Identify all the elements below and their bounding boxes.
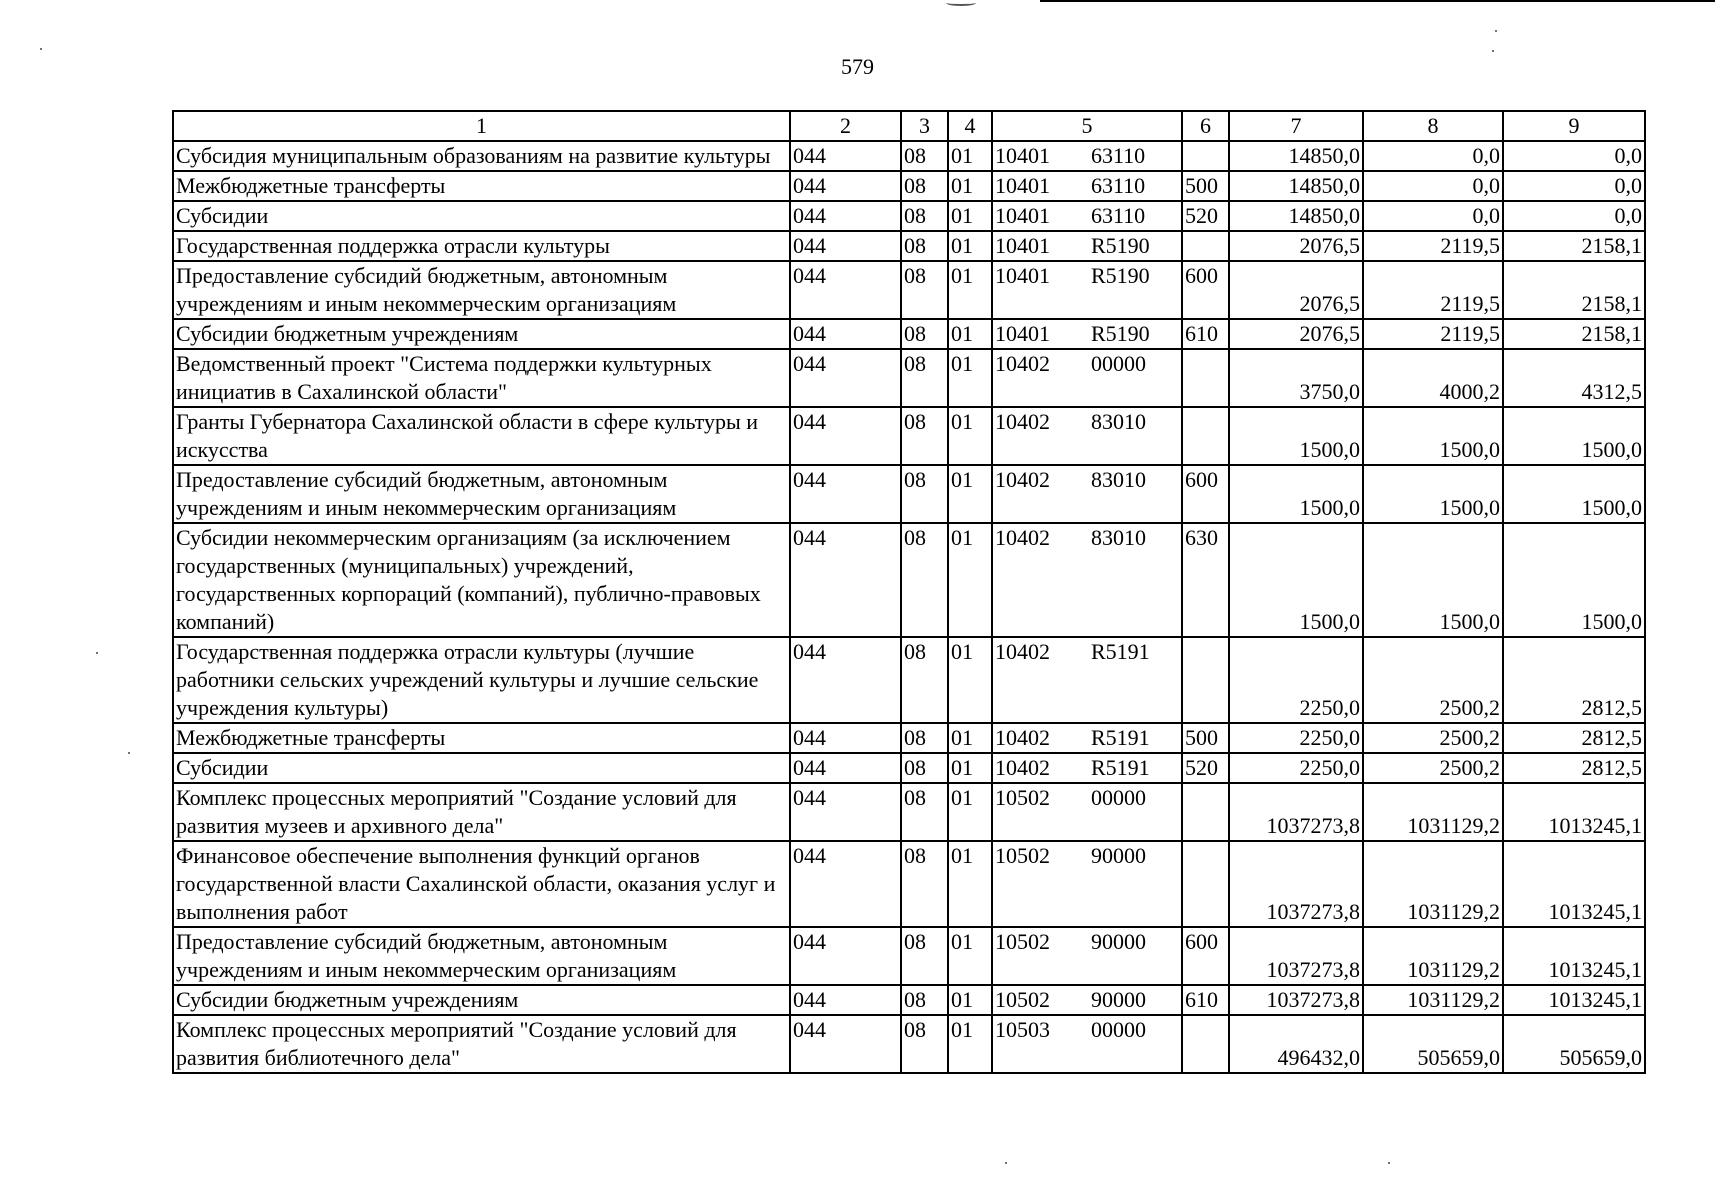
target-article-program: 10502: [995, 929, 1050, 954]
target-article-cell: [992, 465, 1182, 523]
table-row: [173, 753, 1645, 783]
target-article-program: 10401: [995, 203, 1050, 228]
amount-year1-cell: 14850,0: [1229, 171, 1363, 201]
target-article-cell: [992, 407, 1182, 465]
table-row: [173, 723, 1645, 753]
amount-year2-cell: 2500,2: [1363, 637, 1503, 723]
page-number: 579: [841, 54, 874, 79]
subsection-code-cell: 01: [948, 141, 992, 171]
expense-type-cell: [1182, 231, 1229, 261]
column-header: 5: [992, 111, 1182, 141]
grbs-code-cell: 044: [790, 231, 901, 261]
section-code-cell: 08: [901, 523, 948, 637]
amount-year1-cell: 1500,0: [1229, 407, 1363, 465]
amount-year2-cell: 1031129,2: [1363, 783, 1503, 841]
grbs-code-cell: 044: [790, 201, 901, 231]
table-row: [173, 141, 1645, 171]
target-article-program: 10502: [995, 987, 1050, 1012]
grbs-code-cell: 044: [790, 927, 901, 985]
table-row: [173, 465, 1645, 523]
section-code-cell: 08: [901, 201, 948, 231]
amount-year3-cell: 1013245,1: [1503, 841, 1645, 927]
amount-year3-cell: 2812,5: [1503, 723, 1645, 753]
target-article-direction: R5190: [1091, 233, 1150, 258]
section-code-cell: 08: [901, 753, 948, 783]
grbs-code-cell: 044: [790, 261, 901, 319]
amount-year1-cell: 1500,0: [1229, 465, 1363, 523]
amount-year3-cell: 1500,0: [1503, 465, 1645, 523]
expense-type-cell: 610: [1182, 319, 1229, 349]
table-row: [173, 231, 1645, 261]
row-name-cell: Государственная поддержка отрасли культуры: [173, 231, 790, 261]
grbs-code-cell: 044: [790, 407, 901, 465]
table-row: [173, 261, 1645, 319]
amount-year2-cell: 2119,5: [1363, 231, 1503, 261]
row-name-cell: Комплекс процессных мероприятий "Создание условий для развития музеев и архивного дела": [173, 783, 790, 841]
section-code-cell: 08: [901, 841, 948, 927]
amount-year2-cell: 1031129,2: [1363, 841, 1503, 927]
amount-year2-cell: 2119,5: [1363, 319, 1503, 349]
subsection-code-cell: 01: [948, 985, 992, 1015]
amount-year3-cell: 1013245,1: [1503, 985, 1645, 1015]
target-article-program: 10402: [995, 755, 1050, 780]
expense-type-cell: [1182, 783, 1229, 841]
scan-speck: [96, 652, 98, 654]
subsection-code-cell: 01: [948, 753, 992, 783]
subsection-code-cell: 01: [948, 319, 992, 349]
table-row: [173, 841, 1645, 927]
subsection-code-cell: 01: [948, 201, 992, 231]
scan-speck: [1495, 30, 1497, 32]
target-article-direction: R5191: [1091, 639, 1150, 664]
expense-type-cell: 600: [1182, 465, 1229, 523]
expense-type-cell: 610: [1182, 985, 1229, 1015]
amount-year2-cell: 2500,2: [1363, 753, 1503, 783]
target-article-program: 10401: [995, 321, 1050, 346]
column-header: 7: [1229, 111, 1363, 141]
target-article-direction: 63110: [1091, 203, 1146, 228]
section-code-cell: 08: [901, 171, 948, 201]
table-row: [173, 927, 1645, 985]
target-article-direction: 83010: [1091, 409, 1146, 434]
section-code-cell: 08: [901, 231, 948, 261]
amount-year1-cell: 2250,0: [1229, 723, 1363, 753]
target-article-cell: [992, 523, 1182, 637]
amount-year2-cell: 1500,0: [1363, 465, 1503, 523]
scan-speck: [1388, 1162, 1390, 1164]
amount-year1-cell: 496432,0: [1229, 1015, 1363, 1073]
expense-type-cell: [1182, 1015, 1229, 1073]
section-code-cell: 08: [901, 1015, 948, 1073]
target-article-direction: R5191: [1091, 725, 1150, 750]
subsection-code-cell: 01: [948, 349, 992, 407]
target-article-direction: 90000: [1091, 929, 1146, 954]
target-article-direction: 00000: [1091, 785, 1146, 810]
amount-year3-cell: 2158,1: [1503, 319, 1645, 349]
row-name-cell: Финансовое обеспечение выполнения функций органов государственной власти Сахалинской области, оказания услуг и выполнения работ: [173, 841, 790, 927]
target-article-program: 10401: [995, 233, 1050, 258]
column-header: 6: [1182, 111, 1229, 141]
scan-binding-mark: [946, 0, 976, 6]
grbs-code-cell: 044: [790, 783, 901, 841]
subsection-code-cell: 01: [948, 783, 992, 841]
target-article-program: 10402: [995, 525, 1050, 550]
amount-year1-cell: 1037273,8: [1229, 841, 1363, 927]
row-name-cell: Гранты Губернатора Сахалинской области в сфере культуры и искусства: [173, 407, 790, 465]
budget-table: [172, 110, 1646, 1074]
subsection-code-cell: 01: [948, 637, 992, 723]
grbs-code-cell: 044: [790, 723, 901, 753]
subsection-code-cell: 01: [948, 523, 992, 637]
amount-year3-cell: 0,0: [1503, 201, 1645, 231]
section-code-cell: 08: [901, 465, 948, 523]
section-code-cell: 08: [901, 723, 948, 753]
amount-year2-cell: 1031129,2: [1363, 927, 1503, 985]
target-article-cell: [992, 261, 1182, 319]
row-name-cell: Субсидия муниципальным образованиям на развитие культуры: [173, 141, 790, 171]
grbs-code-cell: 044: [790, 171, 901, 201]
section-code-cell: 08: [901, 261, 948, 319]
target-article-cell: [992, 171, 1182, 201]
section-code-cell: 08: [901, 407, 948, 465]
target-article-cell: [992, 753, 1182, 783]
amount-year1-cell: 3750,0: [1229, 349, 1363, 407]
grbs-code-cell: 044: [790, 985, 901, 1015]
table-row: [173, 1015, 1645, 1073]
amount-year1-cell: 2250,0: [1229, 637, 1363, 723]
grbs-code-cell: 044: [790, 637, 901, 723]
target-article-cell: [992, 319, 1182, 349]
table-row: [173, 637, 1645, 723]
subsection-code-cell: 01: [948, 465, 992, 523]
subsection-code-cell: 01: [948, 171, 992, 201]
amount-year1-cell: 2250,0: [1229, 753, 1363, 783]
target-article-direction: 63110: [1091, 173, 1146, 198]
target-article-cell: [992, 841, 1182, 927]
section-code-cell: 08: [901, 985, 948, 1015]
column-header: 1: [173, 111, 790, 141]
amount-year3-cell: 0,0: [1503, 141, 1645, 171]
amount-year2-cell: 4000,2: [1363, 349, 1503, 407]
target-article-cell: [992, 141, 1182, 171]
amount-year3-cell: 2812,5: [1503, 637, 1645, 723]
amount-year1-cell: 1037273,8: [1229, 783, 1363, 841]
table-row: [173, 523, 1645, 637]
target-article-program: 10402: [995, 725, 1050, 750]
expense-type-cell: [1182, 407, 1229, 465]
section-code-cell: 08: [901, 783, 948, 841]
target-article-direction: R5190: [1091, 263, 1150, 288]
scan-speck: [1005, 1162, 1007, 1164]
target-article-direction: 83010: [1091, 467, 1146, 492]
amount-year3-cell: 2812,5: [1503, 753, 1645, 783]
target-article-direction: 90000: [1091, 843, 1146, 868]
target-article-program: 10402: [995, 351, 1050, 376]
subsection-code-cell: 01: [948, 1015, 992, 1073]
amount-year3-cell: 1013245,1: [1503, 783, 1645, 841]
expense-type-cell: 600: [1182, 927, 1229, 985]
amount-year3-cell: 1500,0: [1503, 407, 1645, 465]
target-article-direction: 83010: [1091, 525, 1146, 550]
row-name-cell: Субсидии бюджетным учреждениям: [173, 985, 790, 1015]
amount-year1-cell: 14850,0: [1229, 201, 1363, 231]
amount-year1-cell: 2076,5: [1229, 261, 1363, 319]
section-code-cell: 08: [901, 319, 948, 349]
table-row: [173, 319, 1645, 349]
target-article-program: 10402: [995, 639, 1050, 664]
grbs-code-cell: 044: [790, 319, 901, 349]
row-name-cell: Межбюджетные трансферты: [173, 723, 790, 753]
subsection-code-cell: 01: [948, 723, 992, 753]
column-header: 2: [790, 111, 901, 141]
section-code-cell: 08: [901, 349, 948, 407]
grbs-code-cell: 044: [790, 523, 901, 637]
row-name-cell: Субсидии некоммерческим организациям (за исключением государственных (муниципальных) учреждений, государственных корпораций (компаний), публично-правовых компаний): [173, 523, 790, 637]
amount-year2-cell: 505659,0: [1363, 1015, 1503, 1073]
target-article-direction: 00000: [1091, 351, 1146, 376]
amount-year1-cell: 1037273,8: [1229, 927, 1363, 985]
subsection-code-cell: 01: [948, 261, 992, 319]
row-name-cell: Комплекс процессных мероприятий "Создание условий для развития библиотечного дела": [173, 1015, 790, 1073]
subsection-code-cell: 01: [948, 407, 992, 465]
section-code-cell: 08: [901, 927, 948, 985]
row-name-cell: Государственная поддержка отрасли культуры (лучшие работники сельских учреждений культуры и лучшие сельские учреждения культуры): [173, 637, 790, 723]
target-article-program: 10402: [995, 467, 1050, 492]
row-name-cell: Субсидии: [173, 753, 790, 783]
amount-year2-cell: 2500,2: [1363, 723, 1503, 753]
target-article-direction: 63110: [1091, 143, 1146, 168]
target-article-direction: R5190: [1091, 321, 1150, 346]
expense-type-cell: 500: [1182, 171, 1229, 201]
amount-year1-cell: 14850,0: [1229, 141, 1363, 171]
row-name-cell: Предоставление субсидий бюджетным, автономным учреждениям и иным некоммерческим организациям: [173, 927, 790, 985]
target-article-program: 10502: [995, 785, 1050, 810]
target-article-cell: [992, 201, 1182, 231]
target-article-program: 10401: [995, 173, 1050, 198]
subsection-code-cell: 01: [948, 231, 992, 261]
column-header: 4: [948, 111, 992, 141]
amount-year2-cell: 1500,0: [1363, 407, 1503, 465]
amount-year1-cell: 1037273,8: [1229, 985, 1363, 1015]
expense-type-cell: [1182, 637, 1229, 723]
target-article-cell: [992, 349, 1182, 407]
column-header: 8: [1363, 111, 1503, 141]
row-name-cell: Предоставление субсидий бюджетным, автономным учреждениям и иным некоммерческим организациям: [173, 465, 790, 523]
row-name-cell: Ведомственный проект "Система поддержки культурных инициатив в Сахалинской области": [173, 349, 790, 407]
row-name-cell: Субсидии бюджетным учреждениям: [173, 319, 790, 349]
section-code-cell: 08: [901, 141, 948, 171]
row-name-cell: Межбюджетные трансферты: [173, 171, 790, 201]
expense-type-cell: 600: [1182, 261, 1229, 319]
scan-speck: [40, 48, 42, 50]
grbs-code-cell: 044: [790, 349, 901, 407]
target-article-cell: [992, 231, 1182, 261]
amount-year3-cell: 2158,1: [1503, 231, 1645, 261]
target-article-direction: 90000: [1091, 987, 1146, 1012]
column-header: 3: [901, 111, 948, 141]
target-article-program: 10401: [995, 263, 1050, 288]
target-article-cell: [992, 985, 1182, 1015]
target-article-direction: 00000: [1091, 1017, 1146, 1042]
target-article-program: 10401: [995, 143, 1050, 168]
amount-year2-cell: 1031129,2: [1363, 985, 1503, 1015]
subsection-code-cell: 01: [948, 927, 992, 985]
amount-year1-cell: 2076,5: [1229, 231, 1363, 261]
scan-speck: [1492, 50, 1494, 52]
table-row: [173, 201, 1645, 231]
target-article-direction: R5191: [1091, 755, 1150, 780]
scan-edge-line: [1040, 0, 1715, 2]
amount-year3-cell: 0,0: [1503, 171, 1645, 201]
amount-year2-cell: 2119,5: [1363, 261, 1503, 319]
amount-year2-cell: 0,0: [1363, 171, 1503, 201]
row-name-cell: Субсидии: [173, 201, 790, 231]
target-article-cell: [992, 637, 1182, 723]
amount-year3-cell: 4312,5: [1503, 349, 1645, 407]
target-article-cell: [992, 927, 1182, 985]
grbs-code-cell: 044: [790, 465, 901, 523]
table-row: [173, 783, 1645, 841]
expense-type-cell: 500: [1182, 723, 1229, 753]
amount-year3-cell: 1500,0: [1503, 523, 1645, 637]
target-article-program: 10502: [995, 843, 1050, 868]
expense-type-cell: [1182, 349, 1229, 407]
amount-year2-cell: 1500,0: [1363, 523, 1503, 637]
amount-year3-cell: 1013245,1: [1503, 927, 1645, 985]
amount-year2-cell: 0,0: [1363, 141, 1503, 171]
column-header: 9: [1503, 111, 1645, 141]
grbs-code-cell: 044: [790, 841, 901, 927]
grbs-code-cell: 044: [790, 753, 901, 783]
amount-year2-cell: 0,0: [1363, 201, 1503, 231]
target-article-cell: [992, 723, 1182, 753]
section-code-cell: 08: [901, 637, 948, 723]
expense-type-cell: [1182, 141, 1229, 171]
amount-year3-cell: 2158,1: [1503, 261, 1645, 319]
expense-type-cell: 520: [1182, 201, 1229, 231]
table-row: [173, 985, 1645, 1015]
expense-type-cell: 630: [1182, 523, 1229, 637]
subsection-code-cell: 01: [948, 841, 992, 927]
table-header-row: [173, 111, 1645, 141]
amount-year1-cell: 1500,0: [1229, 523, 1363, 637]
amount-year1-cell: 2076,5: [1229, 319, 1363, 349]
grbs-code-cell: 044: [790, 141, 901, 171]
target-article-program: 10503: [995, 1017, 1050, 1042]
grbs-code-cell: 044: [790, 1015, 901, 1073]
target-article-program: 10402: [995, 409, 1050, 434]
target-article-cell: [992, 783, 1182, 841]
target-article-cell: [992, 1015, 1182, 1073]
expense-type-cell: 520: [1182, 753, 1229, 783]
row-name-cell: Предоставление субсидий бюджетным, автономным учреждениям и иным некоммерческим организациям: [173, 261, 790, 319]
scan-speck: [128, 752, 130, 754]
table-row: [173, 349, 1645, 407]
amount-year3-cell: 505659,0: [1503, 1015, 1645, 1073]
expense-type-cell: [1182, 841, 1229, 927]
table-row: [173, 171, 1645, 201]
table-row: [173, 407, 1645, 465]
